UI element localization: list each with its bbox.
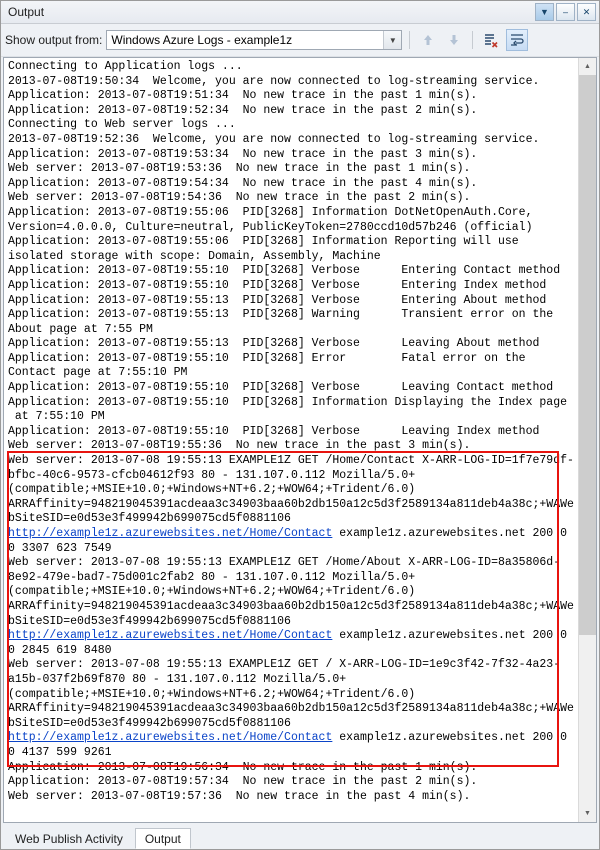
log-entry-status: example1z.azurewebsites.net 200 0 0 4137 599 9261 <box>8 731 574 759</box>
word-wrap-icon <box>509 32 525 48</box>
clear-all-icon <box>483 32 499 48</box>
vertical-scrollbar[interactable] <box>578 58 596 822</box>
arrow-up-icon <box>420 32 436 48</box>
tab-label: Output <box>144 831 181 846</box>
output-line: Application: 2013-07-08T19:55:06 PID[3268] Information Reporting will use <box>8 235 519 249</box>
web-server-log-entry <box>8 454 574 556</box>
output-line: Application: 2013-07-08T19:52:34 No new trace in the past 2 min(s). <box>8 103 478 117</box>
pin-button[interactable] <box>535 3 554 21</box>
output-line: 2013-07-08T19:50:34 Welcome, you are now connected to log-streaming service. <box>8 74 540 88</box>
toggle-word-wrap-button[interactable] <box>506 29 528 51</box>
log-entry-link[interactable]: http://example1z.azurewebsites.net/Home/Contact <box>8 629 333 643</box>
scroll-down-button[interactable]: ▼ <box>579 805 596 822</box>
tab-output[interactable] <box>135 828 191 849</box>
minimize-icon: – <box>562 6 568 17</box>
output-line: Application: 2013-07-08T19:55:10 PID[3268] Verbose Entering Contact method <box>8 264 561 278</box>
output-line: Application: 2013-07-08T19:56:34 No new trace in the past 1 min(s). <box>8 760 478 774</box>
output-line: Application: 2013-07-08T19:55:10 PID[3268] Verbose Entering Index method <box>8 278 547 292</box>
web-server-log-entry <box>8 658 574 760</box>
toolbar-separator <box>472 31 473 49</box>
clear-all-button[interactable] <box>480 29 502 51</box>
scrollbar-thumb[interactable] <box>579 75 596 635</box>
close-button[interactable] <box>577 3 596 21</box>
output-line: Application: 2013-07-08T19:55:10 PID[3268] Verbose Leaving Contact method <box>8 381 554 395</box>
output-line: Connecting to Web server logs ... <box>8 118 236 132</box>
output-line: Application: 2013-07-08T19:54:34 No new trace in the past 4 min(s). <box>8 176 478 190</box>
output-line: 2013-07-08T19:52:36 Welcome, you are now connected to log-streaming service. <box>8 132 540 146</box>
output-line: Connecting to Application logs ... <box>8 60 243 73</box>
log-entry-text: Web server: 2013-07-08 19:55:13 EXAMPLE1Z GET / X-ARR-LOG-ID=1e9c3f42-7f32-4a23-a15b-037f2b69f870 80 - 131.107.0.112 Mozilla/5.0+(compatible;+MSIE+10.0;+Windows+NT+6.2;+WOW64;+Trident/6.0) ARRAffinity=948219045391acdeaa3c34903baa60b2db150a12c5d3f2589134a811deb4a38c;+WAWebSiteSID=e0d53e3f499942b699075cd5f0881106 <box>8 658 574 730</box>
window-buttons <box>535 3 596 21</box>
output-line: Application: 2013-07-08T19:55:10 PID[3268] Verbose Leaving Index method <box>8 424 540 438</box>
go-to-next-message-button[interactable] <box>443 29 465 51</box>
output-line: Version=4.0.0.0, Culture=neutral, PublicKeyToken=2780ccd10d57b246 (official) <box>8 220 533 234</box>
output-line: Application: 2013-07-08T19:51:34 No new trace in the past 1 min(s). <box>8 89 478 103</box>
output-line: Application: 2013-07-08T19:55:10 PID[3268] Error Fatal error on the <box>8 351 526 365</box>
highlighted-log-group <box>8 454 574 760</box>
toolbar-separator <box>409 31 410 49</box>
output-line: Application: 2013-07-08T19:55:10 PID[3268] Information Displaying the Index page <box>8 395 567 409</box>
output-toolbar <box>1 24 599 57</box>
log-entry-text: Web server: 2013-07-08 19:55:13 EXAMPLE1Z GET /Home/Contact X-ARR-LOG-ID=1f7e79df-bfbc-40c6-9573-cfcb04612f93 80 - 131.107.0.112 Mozilla/5.0+(compatible;+MSIE+10.0;+Windows+NT+6.2;+WOW64;+Trident/6.0) ARRAffinity=948219045391acdeaa3c34903baa60b2db150a12c5d3f2589134a811deb4a38c;+WAWebSiteSID=e0d53e3f499942b699075cd5f0881106 <box>8 454 574 526</box>
scrollbar-track[interactable] <box>579 75 596 805</box>
output-line: at 7:55:10 PM <box>8 410 105 424</box>
output-line: Web server: 2013-07-08T19:53:36 No new trace in the past 1 min(s). <box>8 162 471 176</box>
chevron-down-icon: ▼ <box>540 6 549 17</box>
output-source-value: Windows Azure Logs - example1z <box>111 33 293 47</box>
scroll-up-button[interactable]: ▲ <box>579 58 596 75</box>
tool-window-tabs <box>1 823 599 849</box>
output-line: Web server: 2013-07-08T19:57:36 No new trace in the past 4 min(s). <box>8 789 471 803</box>
arrow-down-icon <box>446 32 462 48</box>
output-pane[interactable] <box>3 57 597 823</box>
output-line: Application: 2013-07-08T19:57:34 No new trace in the past 2 min(s). <box>8 775 478 789</box>
output-source-combobox[interactable] <box>106 30 402 50</box>
close-icon: ✕ <box>582 6 591 17</box>
find-message-in-code-button[interactable] <box>417 29 439 51</box>
output-line: Application: 2013-07-08T19:55:13 PID[3268] Verbose Entering About method <box>8 293 547 307</box>
window-title: Output <box>8 5 45 19</box>
log-entry-status: example1z.azurewebsites.net 200 0 0 2845 619 8480 <box>8 629 574 657</box>
output-line: Contact page at 7:55:10 PM <box>8 366 188 380</box>
tab-label: Web Publish Activity <box>15 832 123 846</box>
output-line: Web server: 2013-07-08T19:55:36 No new trace in the past 3 min(s). <box>8 439 471 453</box>
output-line: Application: 2013-07-08T19:55:13 PID[3268] Verbose Leaving About method <box>8 337 540 351</box>
log-entry-link[interactable]: http://example1z.azurewebsites.net/Home/Contact <box>8 731 333 745</box>
output-line: About page at 7:55 PM <box>8 322 153 336</box>
tab-web-publish-activity[interactable] <box>5 828 133 849</box>
output-line: Web server: 2013-07-08T19:54:36 No new trace in the past 2 min(s). <box>8 191 471 205</box>
log-entry-text: Web server: 2013-07-08 19:55:13 EXAMPLE1Z GET /Home/About X-ARR-LOG-ID=8a35806d-8e92-479e-bad7-75d001c2fab2 80 - 131.107.0.112 Mozilla/5.0+(compatible;+MSIE+10.0;+Windows+NT+6.2;+WOW64;+Trident/6.0) ARRAffinity=948219045391acdeaa3c34903baa60b2db150a12c5d3f2589134a811deb4a38c;+WAWebSiteSID=e0d53e3f499942b699075cd5f0881106 <box>8 556 574 628</box>
show-output-from-label: Show output from: <box>5 33 103 47</box>
minimize-button[interactable] <box>556 3 575 21</box>
output-line: isolated storage with scope: Domain, Assembly, Machine <box>8 249 381 263</box>
web-server-log-entry <box>8 556 574 658</box>
output-line: Application: 2013-07-08T19:55:13 PID[3268] Warning Transient error on the <box>8 308 554 322</box>
chevron-down-icon[interactable]: ▼ <box>383 31 401 49</box>
log-entry-link[interactable]: http://example1z.azurewebsites.net/Home/Contact <box>8 527 333 540</box>
output-text[interactable] <box>4 58 578 822</box>
output-line: Application: 2013-07-08T19:53:34 No new trace in the past 3 min(s). <box>8 147 478 161</box>
title-bar <box>1 1 599 24</box>
log-entry-status: example1z.azurewebsites.net 200 0 0 3307 623 7549 <box>8 527 574 555</box>
output-line: Application: 2013-07-08T19:55:06 PID[3268] Information DotNetOpenAuth.Core, <box>8 205 533 219</box>
